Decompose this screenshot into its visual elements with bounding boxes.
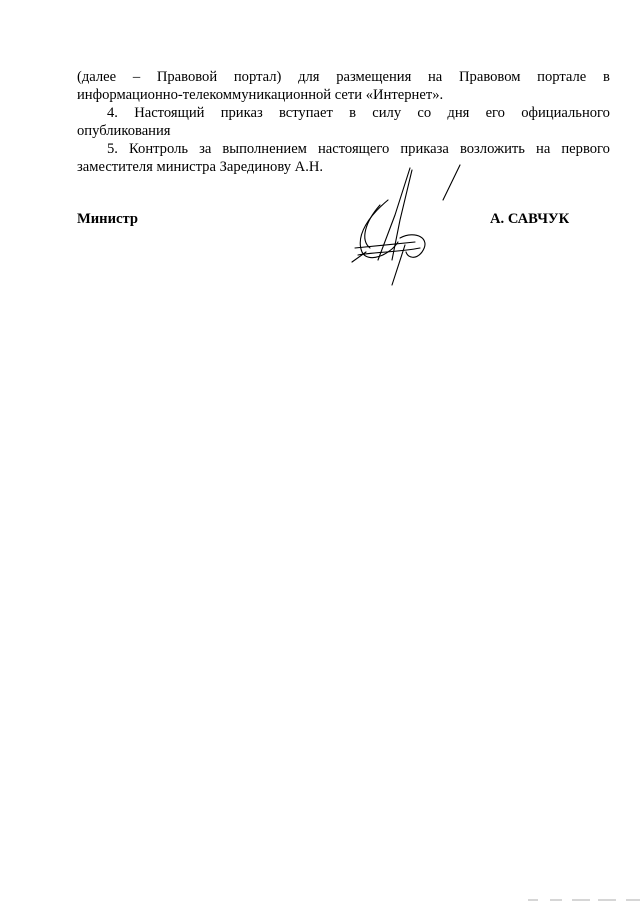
footer-dashes bbox=[528, 898, 640, 902]
word: приказа bbox=[400, 141, 449, 157]
word: выполнением bbox=[222, 141, 307, 157]
word: 4. bbox=[107, 105, 118, 121]
handwritten-signature bbox=[340, 160, 470, 290]
paragraph-item-4 bbox=[77, 104, 610, 140]
word: Правовой bbox=[156, 69, 218, 85]
signatory-title: Министр bbox=[77, 211, 138, 227]
word: Настоящий bbox=[134, 105, 205, 121]
word: размещения bbox=[336, 69, 412, 85]
paragraph-portal-continuation bbox=[77, 68, 610, 104]
word: портал) bbox=[233, 69, 282, 85]
word: силу bbox=[372, 105, 402, 121]
word: – bbox=[132, 69, 141, 85]
word: первого bbox=[561, 141, 610, 157]
word: в bbox=[349, 105, 357, 121]
word: дня bbox=[447, 105, 470, 121]
word: на bbox=[428, 69, 443, 85]
word: Правовом bbox=[459, 69, 521, 85]
text-line: заместителя министра Зарединову А.Н. bbox=[77, 159, 324, 175]
word: Контроль bbox=[129, 141, 189, 157]
word: на bbox=[536, 141, 551, 157]
text-line: опубликования bbox=[77, 123, 171, 139]
justified-line bbox=[77, 140, 610, 158]
word: со bbox=[417, 105, 432, 121]
word: 5. bbox=[107, 141, 118, 157]
word: в bbox=[603, 69, 610, 85]
word: вступает bbox=[278, 105, 333, 121]
word: портале bbox=[537, 69, 587, 85]
word: (далее bbox=[77, 69, 117, 85]
word: официального bbox=[521, 105, 610, 121]
word: возложить bbox=[459, 141, 525, 157]
word: настоящего bbox=[317, 141, 390, 157]
word: для bbox=[298, 69, 320, 85]
word: за bbox=[199, 141, 212, 157]
word: его bbox=[485, 105, 505, 121]
signatory-name: А. САВЧУК bbox=[490, 211, 570, 227]
word: приказ bbox=[220, 105, 263, 121]
justified-line bbox=[77, 68, 610, 86]
text-line: информационно-телекоммуникационной сети «Интернет». bbox=[77, 87, 444, 103]
justified-line bbox=[77, 104, 610, 122]
